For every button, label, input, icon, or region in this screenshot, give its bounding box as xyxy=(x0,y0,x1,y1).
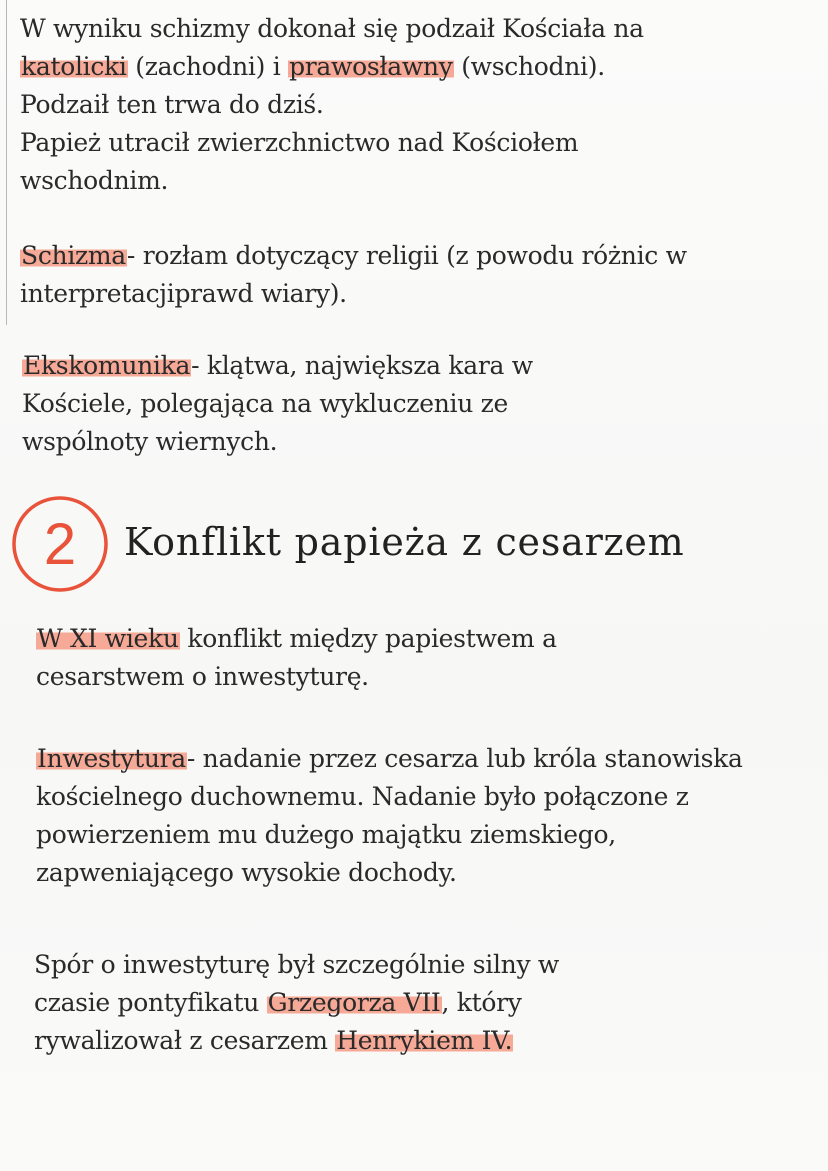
text-span: - nadanie przez cesarza lub króla stanowiska xyxy=(186,744,743,773)
text-line xyxy=(20,237,687,275)
text-line: zapweniającego wysokie dochody. xyxy=(36,858,457,887)
text-span: konflikt między papiestwem a xyxy=(179,624,557,653)
text-line xyxy=(22,347,533,385)
section-number: 2 xyxy=(43,512,77,577)
term-ekskomunika: Ekskomunika xyxy=(23,351,191,380)
text-line: Papież utracił zwierzchnictwo nad Kościołem xyxy=(20,128,579,157)
text-line: Spór o inwestyturę był szczególnie silny w xyxy=(34,950,560,979)
text-span: (zachodni) i xyxy=(127,52,289,81)
text-span: , który xyxy=(441,988,522,1017)
dispute-paragraph xyxy=(34,946,559,1060)
term-inwestytura: Inwestytura xyxy=(37,744,186,773)
text-span: rywalizował z cesarzem xyxy=(34,1026,336,1055)
definition-ekskomunika xyxy=(22,347,533,461)
text-line: kościelnego duchownemu. Nadanie było połączone z xyxy=(36,782,689,811)
highlight-henryk: Henrykiem IV. xyxy=(336,1026,513,1055)
section-number-circle xyxy=(8,492,112,596)
text-line xyxy=(20,48,644,86)
term-schizma: Schizma xyxy=(21,241,126,270)
section-title: Konflikt papieża z cesarzem xyxy=(124,520,685,564)
highlight-grzegorz: Grzegorza VII xyxy=(267,988,441,1017)
text-line: wspólnoty wiernych. xyxy=(22,427,278,456)
definition-inwestytura xyxy=(36,740,743,892)
text-line xyxy=(34,1022,559,1060)
text-span: - klątwa, największa kara w xyxy=(191,351,533,380)
highlight-prawoslawny: prawosławny xyxy=(289,52,453,81)
text-span: czasie pontyfikatu xyxy=(34,988,267,1017)
text-line xyxy=(36,740,743,778)
text-line: wschodnim. xyxy=(20,166,169,195)
text-line: Podzaił ten trwa do dziś. xyxy=(20,90,324,119)
definition-schizma xyxy=(20,237,687,313)
highlight-xi-wieku: W XI wieku xyxy=(37,624,179,653)
highlight-katolicki: katolicki xyxy=(21,52,127,81)
text-line: W wyniku schizmy dokonał się podzaił Kościała na xyxy=(20,14,644,43)
section-heading xyxy=(8,488,708,588)
text-line: interpretacjiprawd wiary). xyxy=(20,279,347,308)
text-line: cesarstwem o inwestyturę. xyxy=(36,662,369,691)
text-span: - rozłam dotyczący religii (z powodu różnic w xyxy=(126,241,687,270)
text-span: (wschodni). xyxy=(453,52,605,81)
margin-rule xyxy=(6,0,7,325)
text-line xyxy=(34,984,559,1022)
text-line: Kościele, polegająca na wykluczeniu ze xyxy=(22,389,509,418)
conflict-paragraph xyxy=(36,620,557,696)
text-line xyxy=(36,620,557,658)
text-line: powierzeniem mu dużego majątku ziemskiego, xyxy=(36,820,616,849)
schism-paragraph xyxy=(20,10,644,200)
